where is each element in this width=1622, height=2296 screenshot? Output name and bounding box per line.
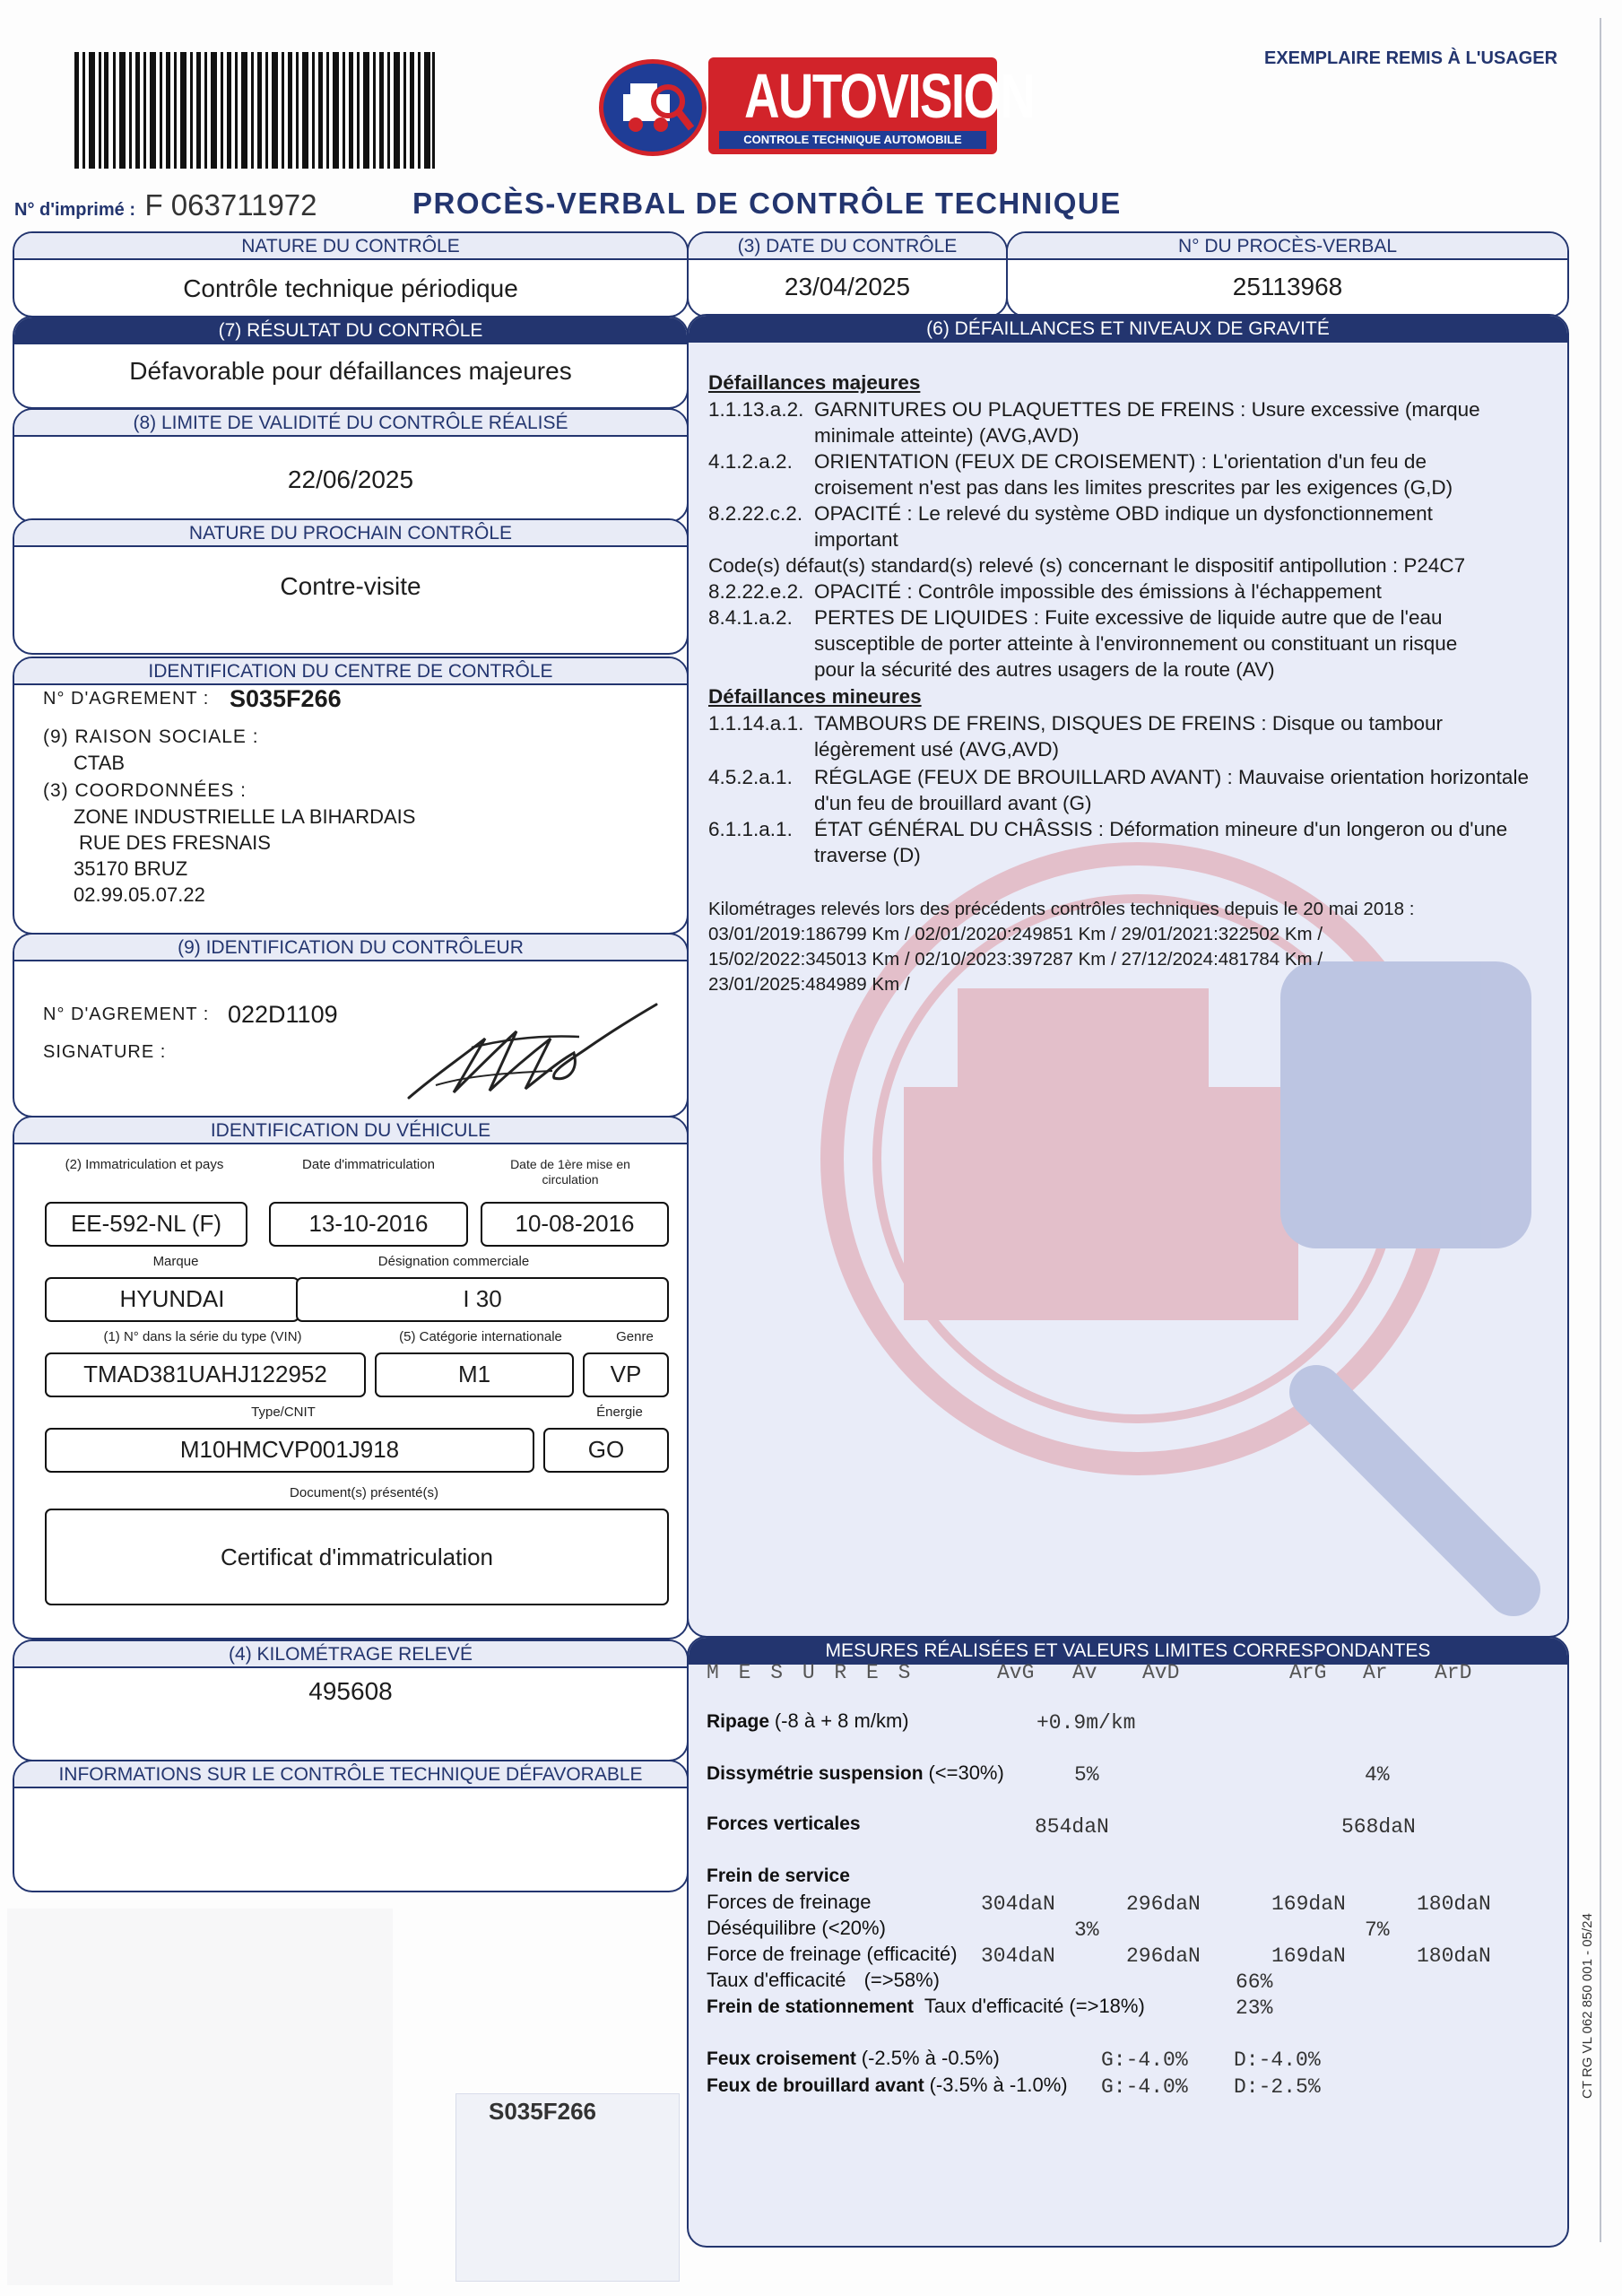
next-control-value: Contre-visite <box>280 572 421 600</box>
centre-address-3: 35170 BRUZ <box>74 857 188 880</box>
centre-address-1: ZONE INDUSTRIELLE LA BIHARDAIS <box>74 805 416 828</box>
defect-code: 4.1.2.a.2. <box>708 450 793 473</box>
measures-head-arg: ArG <box>1289 1661 1327 1684</box>
centre-raison-label: (9) RAISON SOCIALE : <box>43 726 259 747</box>
side-code-text: CT RG VL 062 850 001 - 05/24 <box>1580 1913 1595 2099</box>
unfavorable-info-panel <box>13 1760 689 1892</box>
defect-text: minimale atteinte) (AVG,AVD) <box>814 424 1080 447</box>
edge-line <box>1600 18 1601 2242</box>
control-nature-panel <box>13 231 689 317</box>
low-beam-d: D:-4.0% <box>1234 2048 1321 2072</box>
measures-head-avg: AvG <box>997 1661 1035 1684</box>
controleur-signature-label: SIGNATURE : <box>43 1042 167 1062</box>
braking-arg: 169daN <box>1271 1892 1346 1916</box>
km-history-line: 03/01/2019:186799 Km / 02/01/2020:249851 Km / 29/01/2021:322502 Km / <box>708 924 1323 944</box>
controleur-header: (9) IDENTIFICATION DU CONTRÔLEUR <box>14 935 687 961</box>
centre-agrement-label: N° D'AGREMENT : <box>43 689 210 709</box>
vehicle-docs-label: Document(s) présenté(s) <box>290 1485 438 1500</box>
rate-limit: (=>58%) <box>863 1969 940 1991</box>
date-panel <box>687 231 1008 317</box>
defect-text: RÉGLAGE (FEUX DE BROUILLARD AVANT) : Mauvaise orientation horizontale <box>814 766 1529 788</box>
mileage-header: (4) KILOMÉTRAGE RELEVÉ <box>14 1641 687 1668</box>
centre-header: IDENTIFICATION DU CENTRE DE CONTRÔLE <box>14 658 687 685</box>
print-number-row <box>14 188 317 222</box>
km-history-line: 15/02/2022:345013 Km / 02/10/2023:397287 Km / 27/12/2024:481784 Km / <box>708 949 1323 970</box>
autovision-logo <box>599 43 1035 160</box>
defect-code: 1.1.13.a.2. <box>708 398 804 421</box>
defect-code: 1.1.14.a.1. <box>708 712 804 735</box>
print-label: N° d'imprimé : <box>14 200 135 220</box>
defect-antipollution: Code(s) défaut(s) standard(s) relevé (s) concernant le dispositif antipollution : P24C7 <box>708 554 1466 577</box>
ripage-value: +0.9m/km <box>1037 1711 1136 1735</box>
stub-box <box>455 2093 680 2282</box>
vehicle-vin-label: (1) N° dans la série du type (VIN) <box>103 1329 302 1344</box>
vehicle-date-immat-field: 13-10-2016 <box>269 1202 468 1247</box>
vehicle-date-immat-label: Date d'immatriculation <box>302 1157 435 1172</box>
measures-head-label: M E S U R E S <box>707 1661 915 1684</box>
controleur-panel <box>13 933 689 1118</box>
effective-label: Force de freinage (efficacité) <box>707 1943 958 1965</box>
fog-label: Feux de brouillard avant <box>707 2075 924 2096</box>
barcode-graphic <box>74 52 435 169</box>
date-header: (3) DATE DU CONTRÔLE <box>689 233 1006 260</box>
controleur-agrement-value: 022D1109 <box>228 1001 338 1028</box>
centre-agrement-value: S035F266 <box>230 685 342 712</box>
unfavorable-info-header: INFORMATIONS SUR LE CONTRÔLE TECHNIQUE DÉFAVORABLE <box>14 1761 687 1788</box>
vehicle-energy-label: Énergie <box>596 1405 643 1420</box>
vehicle-genre-field: VP <box>583 1352 669 1397</box>
logo-wordmark <box>708 57 1035 154</box>
dissym-limit: (<=30%) <box>928 1761 1004 1784</box>
print-number: F 063711972 <box>144 188 317 222</box>
validity-panel <box>13 408 689 523</box>
forces-ar: 568daN <box>1341 1815 1416 1839</box>
barcode <box>74 52 435 169</box>
km-history <box>708 897 1414 997</box>
braking-label: Forces de freinage <box>707 1891 872 1913</box>
defect-code: 8.2.22.c.2. <box>708 502 803 525</box>
rate-value: 66% <box>1236 1970 1273 1994</box>
defect-major-2 <box>708 448 1453 500</box>
measures-head-ard: ArD <box>1435 1661 1472 1684</box>
measures-head-ar: Ar <box>1363 1661 1388 1684</box>
parking-row <box>707 1995 1145 2018</box>
stub-code: S035F266 <box>489 2098 596 2125</box>
mileage-panel <box>13 1639 689 1761</box>
defect-text: d'un feu de brouillard avant (G) <box>814 792 1092 814</box>
vehicle-type-label: Type/CNIT <box>251 1405 316 1420</box>
vehicle-genre-label: Genre <box>616 1329 654 1344</box>
forces-label: Forces verticales <box>707 1813 861 1834</box>
defect-text: croisement n'est pas dans les limites prescrites par les exigences (G,D) <box>814 476 1453 499</box>
mileage-value: 495608 <box>308 1677 393 1705</box>
defect-text: GARNITURES OU PLAQUETTES DE FREINS : Usure excessive (marque <box>814 398 1480 421</box>
pv-header: N° DU PROCÈS-VERBAL <box>1008 233 1567 260</box>
imbalance-av: 3% <box>1074 1918 1099 1942</box>
defect-minor-1 <box>708 710 1443 762</box>
validity-header: (8) LIMITE DE VALIDITÉ DU CONTRÔLE RÉALISÉ <box>14 410 687 437</box>
control-nature-header: NATURE DU CONTRÔLE <box>14 233 687 260</box>
vehicle-designation-label: Désignation commerciale <box>377 1254 530 1269</box>
defect-text: ÉTAT GÉNÉRAL DU CHÂSSIS : Déformation mineure d'un longeron ou d'une <box>814 818 1508 840</box>
effective-avd: 296daN <box>1126 1944 1201 1968</box>
ripage-row <box>707 1709 909 1733</box>
control-result-value: Défavorable pour défaillances majeures <box>129 357 572 385</box>
km-history-line: 23/01/2025:484989 Km / <box>708 974 910 995</box>
controleur-agrement-label: N° D'AGREMENT : <box>43 1004 210 1024</box>
parking-rate-label: Taux d'efficacité (=>18%) <box>924 1995 1145 2017</box>
low-beam-row <box>707 2047 1000 2070</box>
fog-row <box>707 2074 1068 2097</box>
imbalance-label: Déséquilibre (<20%) <box>707 1917 886 1939</box>
braking-ard: 180daN <box>1417 1892 1491 1916</box>
dissym-row <box>707 1761 1004 1785</box>
control-result-header: (7) RÉSULTAT DU CONTRÔLE <box>14 317 687 344</box>
defect-text: OPACITÉ : Le relevé du système OBD indique un dysfonctionnement <box>814 502 1433 525</box>
low-beam-label: Feux croisement <box>707 2048 856 2069</box>
km-history-line: Kilométrages relevés lors des précédents contrôles techniques depuis le 20 mai 2018 : <box>708 899 1415 919</box>
dissym-av: 5% <box>1074 1763 1099 1787</box>
fog-d: D:-2.5% <box>1234 2075 1321 2099</box>
defect-minor-3 <box>708 816 1507 868</box>
vehicle-panel <box>13 1116 689 1639</box>
braking-avd: 296daN <box>1126 1892 1201 1916</box>
defect-code: 6.1.1.a.1. <box>708 818 793 840</box>
centre-panel <box>13 657 689 935</box>
braking-avg: 304daN <box>981 1892 1055 1916</box>
defect-major-5 <box>708 604 1457 683</box>
control-result-panel <box>13 316 689 409</box>
vehicle-vin-field: TMAD381UAHJ122952 <box>45 1352 366 1397</box>
defect-code: 8.4.1.a.2. <box>708 606 793 629</box>
defect-text: traverse (D) <box>814 844 921 866</box>
date-value: 23/04/2025 <box>784 273 911 300</box>
logo-tagline: CONTROLE TECHNIQUE AUTOMOBILE <box>719 131 986 149</box>
vehicle-energy-field: GO <box>543 1428 669 1473</box>
defect-text: important <box>814 528 898 551</box>
defect-text: OPACITÉ : Contrôle impossible des émissions à l'échappement <box>814 580 1382 603</box>
pv-value: 25113968 <box>1232 273 1343 300</box>
fog-g: G:-4.0% <box>1101 2075 1188 2099</box>
vehicle-type-field: M10HMCVP001J918 <box>45 1428 534 1473</box>
dissym-ar: 4% <box>1365 1763 1390 1787</box>
rate-label: Taux d'efficacité <box>707 1969 846 1991</box>
defect-text: pour la sécurité des autres usagers de la route (AV) <box>814 658 1275 681</box>
defect-major-1 <box>708 396 1480 448</box>
validity-value: 22/06/2025 <box>287 465 414 493</box>
effective-ard: 180daN <box>1417 1944 1491 1968</box>
vehicle-category-label: (5) Catégorie internationale <box>399 1329 562 1344</box>
control-nature-value: Contrôle technique périodique <box>183 274 518 302</box>
vehicle-first-circ-field: 10-08-2016 <box>481 1202 669 1247</box>
defect-major-4 <box>708 578 1382 604</box>
defects-header: (6) DÉFAILLANCES ET NIVEAUX DE GRAVITÉ <box>689 316 1567 343</box>
defect-text: légèrement usé (AVG,AVD) <box>814 738 1060 761</box>
pv-panel <box>1006 231 1569 317</box>
fog-limit: (-3.5% à -1.0%) <box>929 2074 1068 2096</box>
low-beam-limit: (-2.5% à -0.5%) <box>861 2047 1000 2069</box>
centre-raison-value: CTAB <box>74 752 126 774</box>
defects-major-title: Défaillances majeures <box>708 371 921 394</box>
parking-label: Frein de stationnement <box>707 1996 915 2017</box>
low-beam-g: G:-4.0% <box>1101 2048 1188 2072</box>
service-title: Frein de service <box>707 1866 850 1886</box>
rate-row <box>707 1969 940 1992</box>
vehicle-designation-field: I 30 <box>296 1277 669 1322</box>
defect-minor-2 <box>708 764 1529 816</box>
vehicle-immat-field: EE-592-NL (F) <box>45 1202 247 1247</box>
ripage-limit: (-8 à + 8 m/km) <box>774 1709 909 1732</box>
defect-major-3 <box>708 500 1433 552</box>
measures-head-avd: AvD <box>1142 1661 1180 1684</box>
stub-area <box>7 1909 393 2285</box>
logo-emblem-icon <box>599 59 707 156</box>
centre-phone: 02.99.05.07.22 <box>74 883 205 906</box>
effective-arg: 169daN <box>1271 1944 1346 1968</box>
vehicle-brand-label: Marque <box>152 1254 199 1269</box>
vehicle-header: IDENTIFICATION DU VÉHICULE <box>14 1118 687 1144</box>
logo-name: AUTOVISION <box>744 61 1035 131</box>
controleur-signature-icon <box>400 985 660 1110</box>
ripage-label: Ripage <box>707 1711 770 1732</box>
vehicle-first-circ-label: Date de 1ère mise en circulation <box>510 1157 630 1187</box>
copy-note: EXEMPLAIRE REMIS À L'USAGER <box>1264 48 1558 68</box>
centre-address-2: RUE DES FRESNAIS <box>79 831 271 854</box>
centre-coord-label: (3) COORDONNÉES : <box>43 780 247 801</box>
defect-code: 4.5.2.a.1. <box>708 766 793 788</box>
next-control-panel <box>13 518 689 655</box>
effective-avg: 304daN <box>981 1944 1055 1968</box>
forces-av: 854daN <box>1035 1815 1109 1839</box>
defect-text: susceptible de porter atteinte à l'environnement ou constituant un risque <box>814 632 1458 655</box>
vehicle-immat-label: (2) Immatriculation et pays <box>65 1157 224 1172</box>
vehicle-category-field: M1 <box>375 1352 574 1397</box>
document-title: PROCÈS-VERBAL DE CONTRÔLE TECHNIQUE <box>412 187 1122 220</box>
defects-minor-title: Défaillances mineures <box>708 685 922 708</box>
vehicle-brand-field: HYUNDAI <box>45 1277 299 1322</box>
defect-text: PERTES DE LIQUIDES : Fuite excessive de liquide autre que de l'eau <box>814 606 1443 629</box>
next-control-header: NATURE DU PROCHAIN CONTRÔLE <box>14 520 687 547</box>
parking-value: 23% <box>1236 1996 1273 2020</box>
defect-text: TAMBOURS DE FREINS, DISQUES DE FREINS : Disque ou tambour <box>814 712 1444 735</box>
dissym-label: Dissymétrie suspension <box>707 1763 924 1784</box>
vehicle-docs-field: Certificat d'immatriculation <box>45 1509 669 1605</box>
measures-header: MESURES RÉALISÉES ET VALEURS LIMITES CORRESPONDANTES <box>689 1638 1567 1665</box>
imbalance-ar: 7% <box>1365 1918 1390 1942</box>
measures-head-av: Av <box>1072 1661 1097 1684</box>
defect-code: 8.2.22.e.2. <box>708 580 804 603</box>
defect-text: ORIENTATION (FEUX DE CROISEMENT) : L'orientation d'un feu de <box>814 450 1427 473</box>
